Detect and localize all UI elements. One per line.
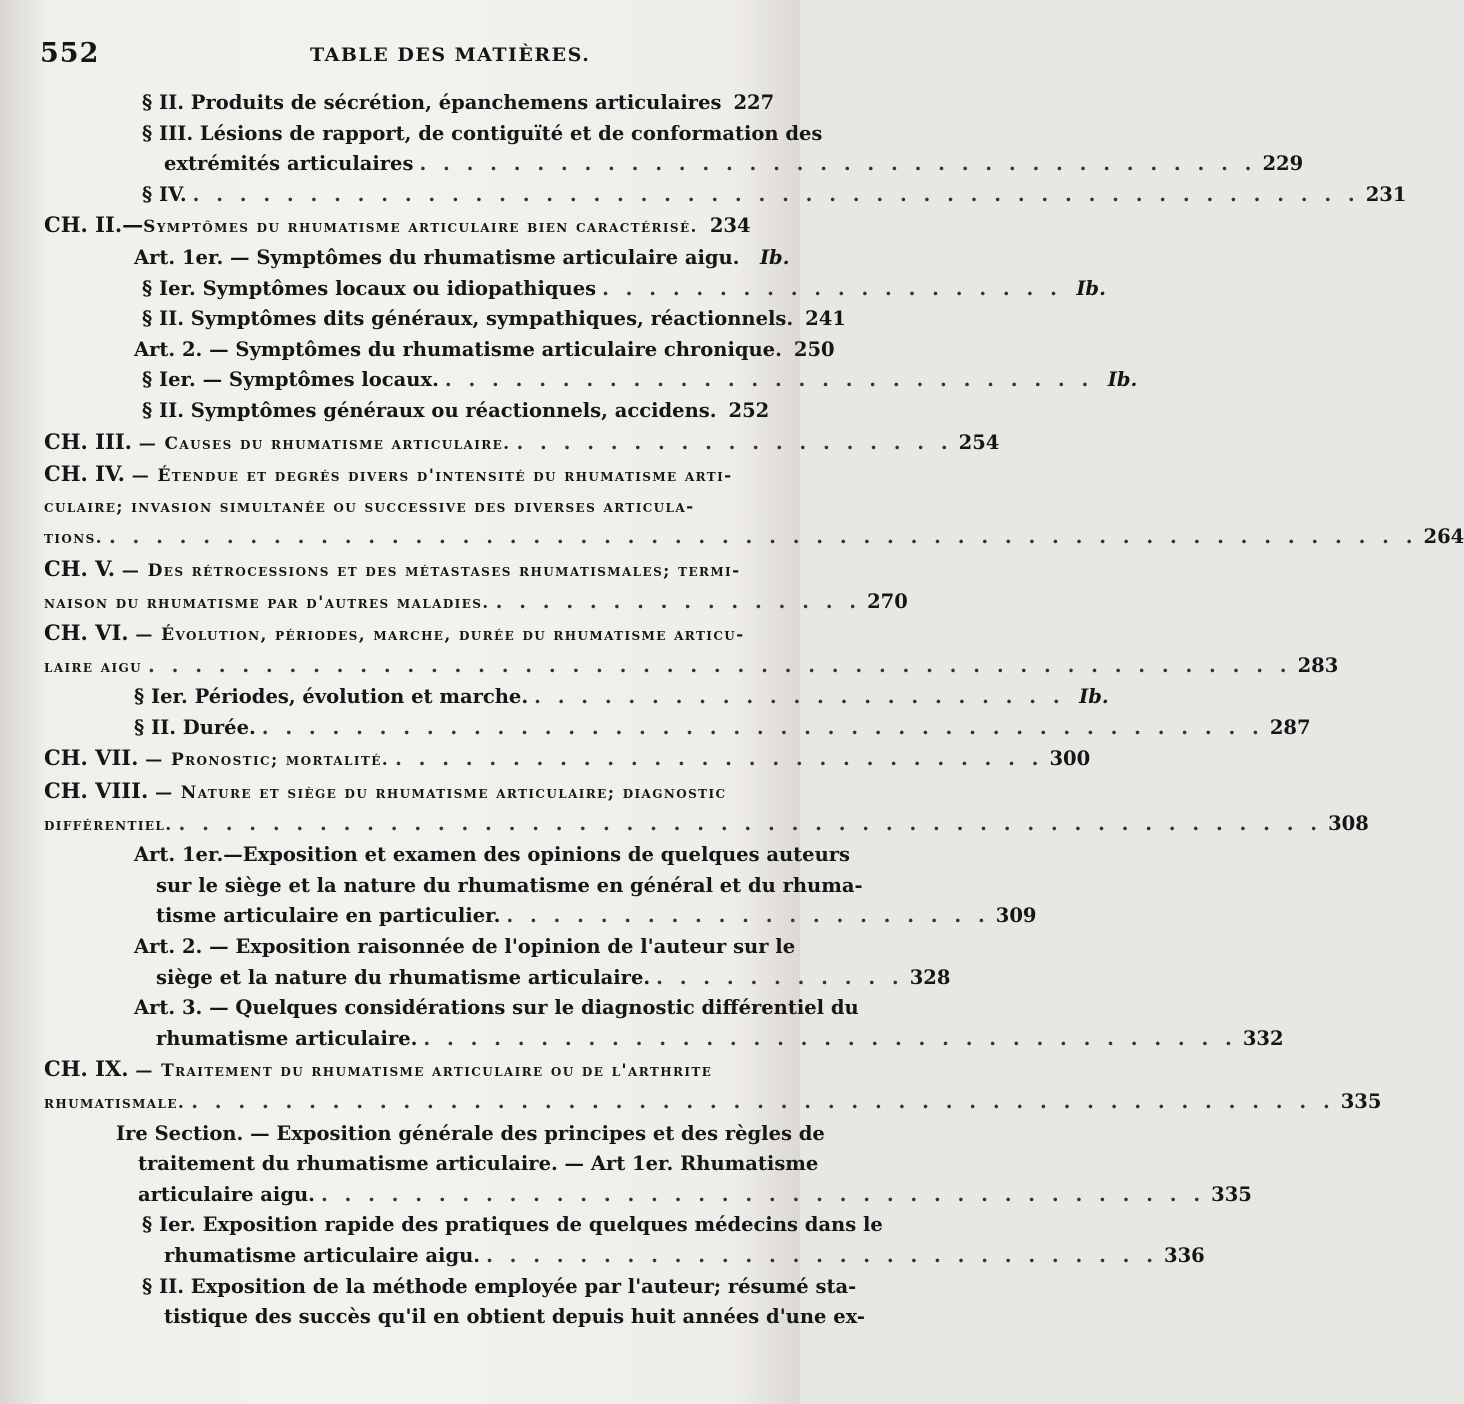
toc-page-ref: 308	[1328, 811, 1369, 835]
toc-chapter: CH. VII. — Pronostic; mortalité. . . . . . . . . . . . . . . . . . . . . . . . . . . . . 300	[44, 743, 744, 776]
toc-entry: § II. Symptômes généraux ou réactionnels, accidens. 252	[142, 396, 744, 427]
toc-page-ref: 335	[1340, 1090, 1382, 1113]
toc-entry: § Ier. Exposition rapide des pratiques de quelques médecins dans le rhumatisme articulaire aigu. . . . . . . . . . . . . . . . . . . . . . . . . . . . . . 336	[142, 1210, 744, 1271]
chapter-number: CH. IV.	[44, 461, 125, 487]
toc-entry: § II. Produits de sécrétion, épanchemens articulaires 227	[142, 88, 744, 119]
page-header	[40, 38, 780, 78]
chapter-number: CH. II.—	[44, 212, 144, 238]
toc-entry: Ire Section. — Exposition générale des principes et des règles de traitement du rhumatisme articulaire. — Art 1er. Rhumatisme articulaire aigu. . . . . . . . . . . . . . . . . . . . . . . . . . . . . . . . . . . . . . . 335	[116, 1119, 744, 1211]
toc-page-ref: 227	[733, 91, 775, 114]
toc-page-ref: 332	[1242, 1026, 1284, 1050]
toc-page-ref: 287	[1269, 715, 1311, 739]
running-head: TABLE DES MATIÈRES.	[310, 44, 591, 66]
toc-entry: § II. Durée. . . . . . . . . . . . . . . . . . . . . . . . . . . . . . . . . . . . . . . . . . . . 287	[134, 713, 744, 744]
toc-chapter: CH. II.—Symptômes du rhumatisme articulaire bien caractérisé. 234	[44, 210, 744, 243]
toc-entry: § Ier. — Symptômes locaux. . . . . . . . . . . . . . . . . . . . . . . . . . . . . Ib.	[142, 365, 744, 396]
toc-page-ref: 335	[1211, 1182, 1252, 1206]
toc-chapter: CH. VIII. — Nature et siège du rhumatisme articulaire; diagnostic différentiel. . . . . . . . . . . . . . . . . . . . . . . . . . . . . . . . . . . . . . . . . . . . . . . . . . 308	[44, 776, 744, 840]
toc-page-ref: 283	[1297, 653, 1339, 677]
toc-entry: § Ier. Symptômes locaux ou idiopathiques . . . . . . . . . . . . . . . . . . . . Ib.	[142, 274, 744, 305]
page-number: 552	[40, 38, 100, 69]
chapter-number: CH. IX.	[44, 1056, 129, 1082]
table-of-contents	[44, 88, 1464, 1333]
chapter-number: CH. VIII.	[44, 778, 149, 804]
toc-page-ref: 229	[1262, 152, 1304, 176]
toc-chapter: CH. IX. — Traitement du rhumatisme articulaire ou de l'arthrite rhumatismale. . . . . . . . . . . . . . . . . . . . . . . . . . . . . . . . . . . . . . . . . . . . . . . . . . 335	[44, 1054, 744, 1118]
toc-page-ref: 254	[958, 430, 1000, 454]
toc-page-ref: 270	[867, 589, 908, 613]
chapter-number: CH. III.	[44, 428, 132, 454]
toc-entry: § II. Exposition de la méthode employée par l'auteur; résumé sta- tistique des succès qu'il en obtient depuis huit années d'une ex-	[142, 1274, 865, 1329]
toc-page-ref: Ib.	[759, 245, 790, 269]
toc-entry: Art. 3. — Quelques considérations sur le diagnostic différentiel du rhumatisme articulaire. . . . . . . . . . . . . . . . . . . . . . . . . . . . . . . . . . . . 332	[134, 993, 744, 1054]
toc-entry: Art. 1er. — Symptômes du rhumatisme articulaire aigu. Ib.	[134, 243, 744, 274]
chapter-number: CH. VII.	[44, 745, 139, 771]
toc-page-ref: 328	[909, 965, 951, 989]
toc-page-ref: 250	[793, 337, 835, 361]
toc-entry: § IV. . . . . . . . . . . . . . . . . . . . . . . . . . . . . . . . . . . . . . . . . . . . . . . . . . . 231	[142, 180, 744, 211]
toc-entry: § II. Symptômes dits généraux, sympathiques, réactionnels. 241	[142, 304, 744, 335]
chapter-number: CH. V.	[44, 555, 116, 581]
toc-page-ref: 234	[709, 214, 751, 238]
toc-entry: Art. 1er.—Exposition et examen des opinions de quelques auteurs sur le siège et la nature du rhumatisme en général et du rhuma- tisme articulaire en particulier. . . . . . . . . . . . . . . . . . . . . . 309	[134, 840, 744, 932]
toc-chapter: CH. VI. — Évolution, périodes, marche, durée du rhumatisme articu- laire aigu . . . . . . . . . . . . . . . . . . . . . . . . . . . . . . . . . . . . . . . . . . . . . . . . . 283	[44, 618, 744, 682]
toc-chapter: CH. IV. — Étendue et degrés divers d'intensité du rhumatisme arti- culaire; invasion simultanée ou successive des diverses articula- tions. . . . . . . . . . . . . . . . . . . . . . . . . . . . . . . . . . . . . . . . . . . . . . . . . . . . . . . . . 264	[44, 459, 744, 554]
toc-page-ref: 336	[1164, 1243, 1205, 1267]
toc-page-ref: Ib.	[1107, 368, 1138, 392]
toc-page-ref: 300	[1049, 747, 1091, 771]
toc-page-ref: Ib.	[1079, 685, 1109, 709]
toc-entry: Art. 2. — Exposition raisonnée de l'opinion de l'auteur sur le siège et la nature du rhumatisme articulaire. . . . . . . . . . . . 328	[134, 932, 744, 993]
toc-entry: Art. 2. — Symptômes du rhumatisme articulaire chronique. 250	[134, 335, 744, 366]
toc-page-ref: 231	[1365, 182, 1407, 206]
toc-page-ref: 264	[1423, 525, 1464, 549]
toc-entry: § III. Lésions de rapport, de contiguïté et de conformation des extrémités articulaires . . . . . . . . . . . . . . . . . . . . . . . . . . . . . . . . . . . . 229	[142, 119, 744, 180]
toc-page-ref: Ib.	[1076, 276, 1106, 300]
toc-entry: § Ier. Périodes, évolution et marche. . . . . . . . . . . . . . . . . . . . . . . . Ib.	[134, 682, 744, 713]
toc-page-ref: 241	[805, 307, 846, 331]
toc-page-ref: 252	[728, 398, 770, 422]
toc-chapter: CH. III. — Causes du rhumatisme articulaire. . . . . . . . . . . . . . . . . . . . 254	[44, 427, 744, 460]
chapter-number: CH. VI.	[44, 620, 129, 646]
toc-page-ref: 309	[995, 904, 1037, 928]
toc-chapter: CH. V. — Des rétrocessions et des métastases rhumatismales; termi- naison du rhumatisme par d'autres maladies. . . . . . . . . . . . . . . . . 270	[44, 554, 744, 618]
